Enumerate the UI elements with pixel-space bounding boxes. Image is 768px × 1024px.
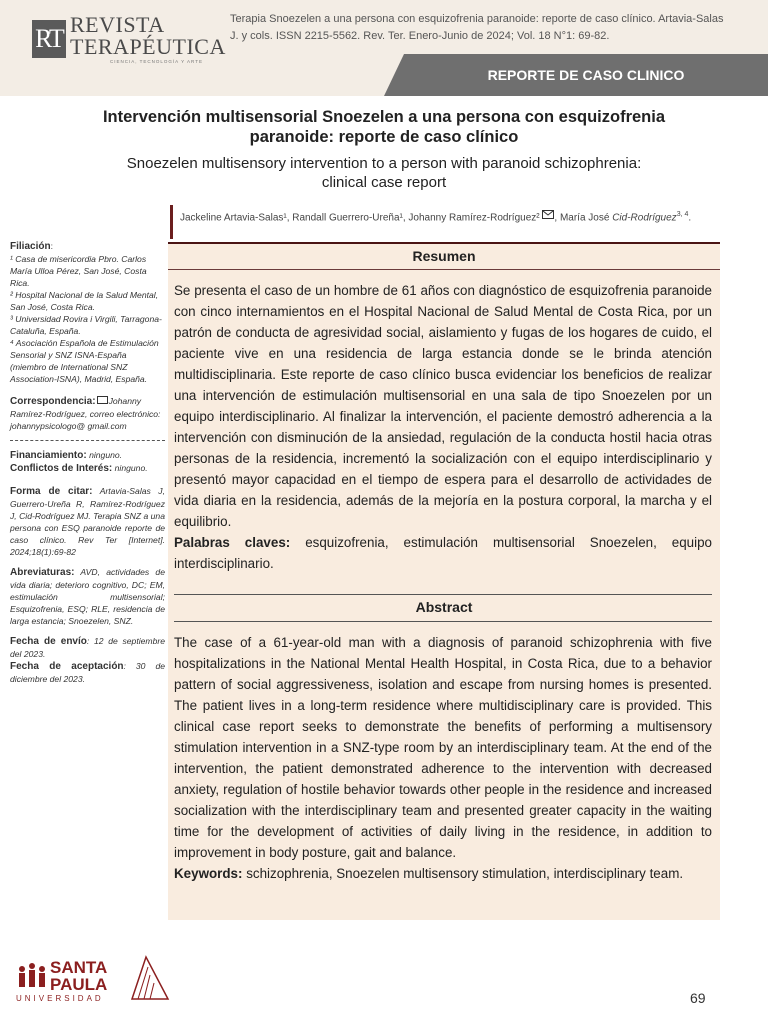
filiacion-label: Filiación (10, 241, 51, 252)
author-accent-bar (170, 205, 173, 239)
authors-last-sup: 3, 4 (676, 211, 689, 218)
affiliation-4: ⁴ Asociación Española de Estimulación Sensorial y SNZ ISNA-España (miembro de International SNZ Association-ISNA), Madrid, España. (10, 338, 159, 384)
cite-text: Artavia-Salas J, Guerrero-Ureña R, Ramírez-Rodríguez J, Cid-Rodríguez MJ. Terapia SNZ a una persona con ESQ paranoide reporte de caso clínico. Rev Ter [Internet]. 2024;18(1):69-82 (10, 486, 165, 557)
accepted-date-text: : 30 de diciembre del 2023. (10, 661, 165, 684)
affiliation-3: ³ Universidad Rovira i Virgili, Tarragona-Cataluña, España. (10, 314, 162, 336)
university-logo (16, 955, 176, 1003)
resumen-keywords-label: Palabras claves: (174, 535, 291, 550)
affiliation-2: ² Hospital Nacional de la Salud Mental, San José, Costa Rica. (10, 290, 159, 312)
article-title-en (60, 154, 708, 192)
journal-logo-line2: TERAPÉUTICA (70, 34, 226, 59)
correspondence-text: Johanny Ramírez-Rodríguez, correo electrónico: johannypsicologo@ gmail.com (10, 396, 161, 431)
resumen-top-rule (168, 242, 720, 244)
sent-date-text: : 12 de septiembre del 2023. (10, 636, 165, 659)
abstract-keywords (174, 863, 712, 884)
journal-logo-mark: RT (32, 20, 66, 58)
abstract-keywords-text: schizophrenia, Snoezelen multisensory stimulation, interdisciplinary team. (242, 866, 684, 881)
section-label: REPORTE DE CASO CLINICO (487, 67, 685, 83)
resumen-keywords-text: esquizofrenia, estimulación multisensorial Snoezelen, equipo interdisciplinario. (174, 535, 713, 571)
article-info-sidebar (10, 240, 165, 685)
funding-label: Financiamiento: (10, 450, 87, 461)
article-title-en-line2: clinical case report (321, 174, 447, 191)
university-logo-line1: SANTA (50, 958, 108, 977)
article-title-en-line1: Snoezelen multisensory intervention to a person with paranoid schizophrenia: (126, 155, 642, 172)
article-title-es: Intervención multisensorial Snoezelen a una persona con esquizofrenia paranoide: reporte de caso clínico (102, 108, 666, 146)
abstract-body (174, 632, 712, 884)
abstract-bottom-rule (174, 621, 712, 622)
cite-label: Forma de citar: (10, 486, 93, 497)
accepted-date-label: Fecha de aceptación (10, 661, 124, 672)
sent-date-label: Fecha de envío (10, 636, 87, 647)
author-list (180, 208, 720, 224)
abbreviations-text: AVD, actividades de vida diaria; deterioro cognitivo, DC; EM, estimulación multisensorial; Esquizofrenia, ESQ; RLE, residencia de larga estancia; Snoezelen, SNZ. (10, 567, 165, 626)
journal-logo-tagline: CIENCIA, TECNOLOGÍA Y ARTE (110, 59, 203, 64)
abstract-paragraph: The case of a 61-year-old man with a diagnosis of paranoid schizophrenia with five hospitalizations in the National Mental Health Hospital, in Costa Rica, due to a behavior pattern of social aggressiveness, isolation and escape from nursing homes is presented. The patient lives in a long-term residence where multidisciplinary care is provided. This clinical case report seeks to demonstrate the benefits of performing a multisensory stimulation intervention in a SNZ-type room by an interdisciplinary team. At the end of the intervention, the patient demonstrated adherence to the intervention with decreased anxiety, regulation of hostile behavior towards other people in the residence and increased socialization with the interdisciplinary team and presented greater capacity in the waiting time for the development of activities of daily living in the residence, in addition to improvement in body posture, gait and balance. (174, 635, 712, 860)
filiacion-colon: : (50, 241, 53, 251)
resumen-body (174, 280, 712, 574)
authors-last-italic: Cid-Rodríguez (612, 212, 677, 224)
abstract-heading: Abstract (415, 599, 473, 615)
abbreviations-label: Abreviaturas: (10, 567, 75, 578)
page-number: 69 (690, 990, 706, 1006)
funding-value: ninguno. (86, 450, 123, 460)
authors-main: Jackeline Artavia-Salas¹, Randall Guerrero-Ureña¹, Johanny Ramírez-Rodríguez² (180, 212, 540, 224)
university-logo-line2: PAULA (50, 975, 108, 994)
conflicts-label: Conflictos de Interés: (10, 463, 113, 474)
journal-logo-line1: REVISTA (70, 12, 165, 37)
resumen-paragraph: Se presenta el caso de un hombre de 61 años con diagnóstico de esquizofrenia paranoide con cinco internamientos en el Hospital Nacional de Salud Mental de Costa Rica, por un patrón de conducta de agresividad social, aislamiento y fugas de los hogares de cuido, el paciente vive en una residencia de larga estancia donde se le brinda atención multidisciplinaria. Este reporte de caso clínico busca evidenciar los beneficios de realizar una intervención de estimulación multisensorial en una sala de tipo Snoezelen por un equipo interdisciplinario. Al finalizar la intervención, el paciente demostró adherencia a la intervención con disminución de la ansiedad, regulación de la conducta hostil hacia otras personas de la residencia, incrementó la socialización con el equipo interdisciplinario y presentó mayor capacidad en el tiempo de espera para el desarrollo de actividades de vida diaria en la residencia, además de la mejoría en la postura corporal, la marcha y el equilibrio. (174, 283, 712, 529)
authors-last-pre: , María José (554, 212, 613, 224)
authors-tail: . (688, 212, 692, 224)
university-logo-line3: UNIVERSIDAD (16, 994, 104, 1003)
university-seal-icon (128, 955, 170, 1001)
resumen-heading: Resumen (412, 248, 476, 264)
resumen-bottom-rule (168, 269, 720, 270)
abstract-keywords-label: Keywords: (174, 866, 243, 881)
conflicts-value: ninguno. (112, 463, 148, 473)
sidebar-divider (10, 440, 165, 441)
abstract-top-rule (174, 594, 712, 595)
mail-icon[interactable] (97, 396, 108, 404)
correspondence-label: Correspondencia: (10, 396, 96, 407)
mail-icon[interactable] (542, 210, 554, 219)
affiliation-1: ¹ Casa de misericordia Pbro. Carlos María Ulloa Pérez, San José, Costa Rica. (10, 254, 147, 288)
resumen-keywords (174, 532, 712, 574)
header-citation: Terapia Snoezelen a una persona con esquizofrenia paranoide: reporte de caso clínico. Artavia-Salas J. y cols. ISSN 2215-5562. Rev. Ter. Enero-Junio de 2024; Vol. 18 N°1: 69-82. (230, 13, 724, 42)
